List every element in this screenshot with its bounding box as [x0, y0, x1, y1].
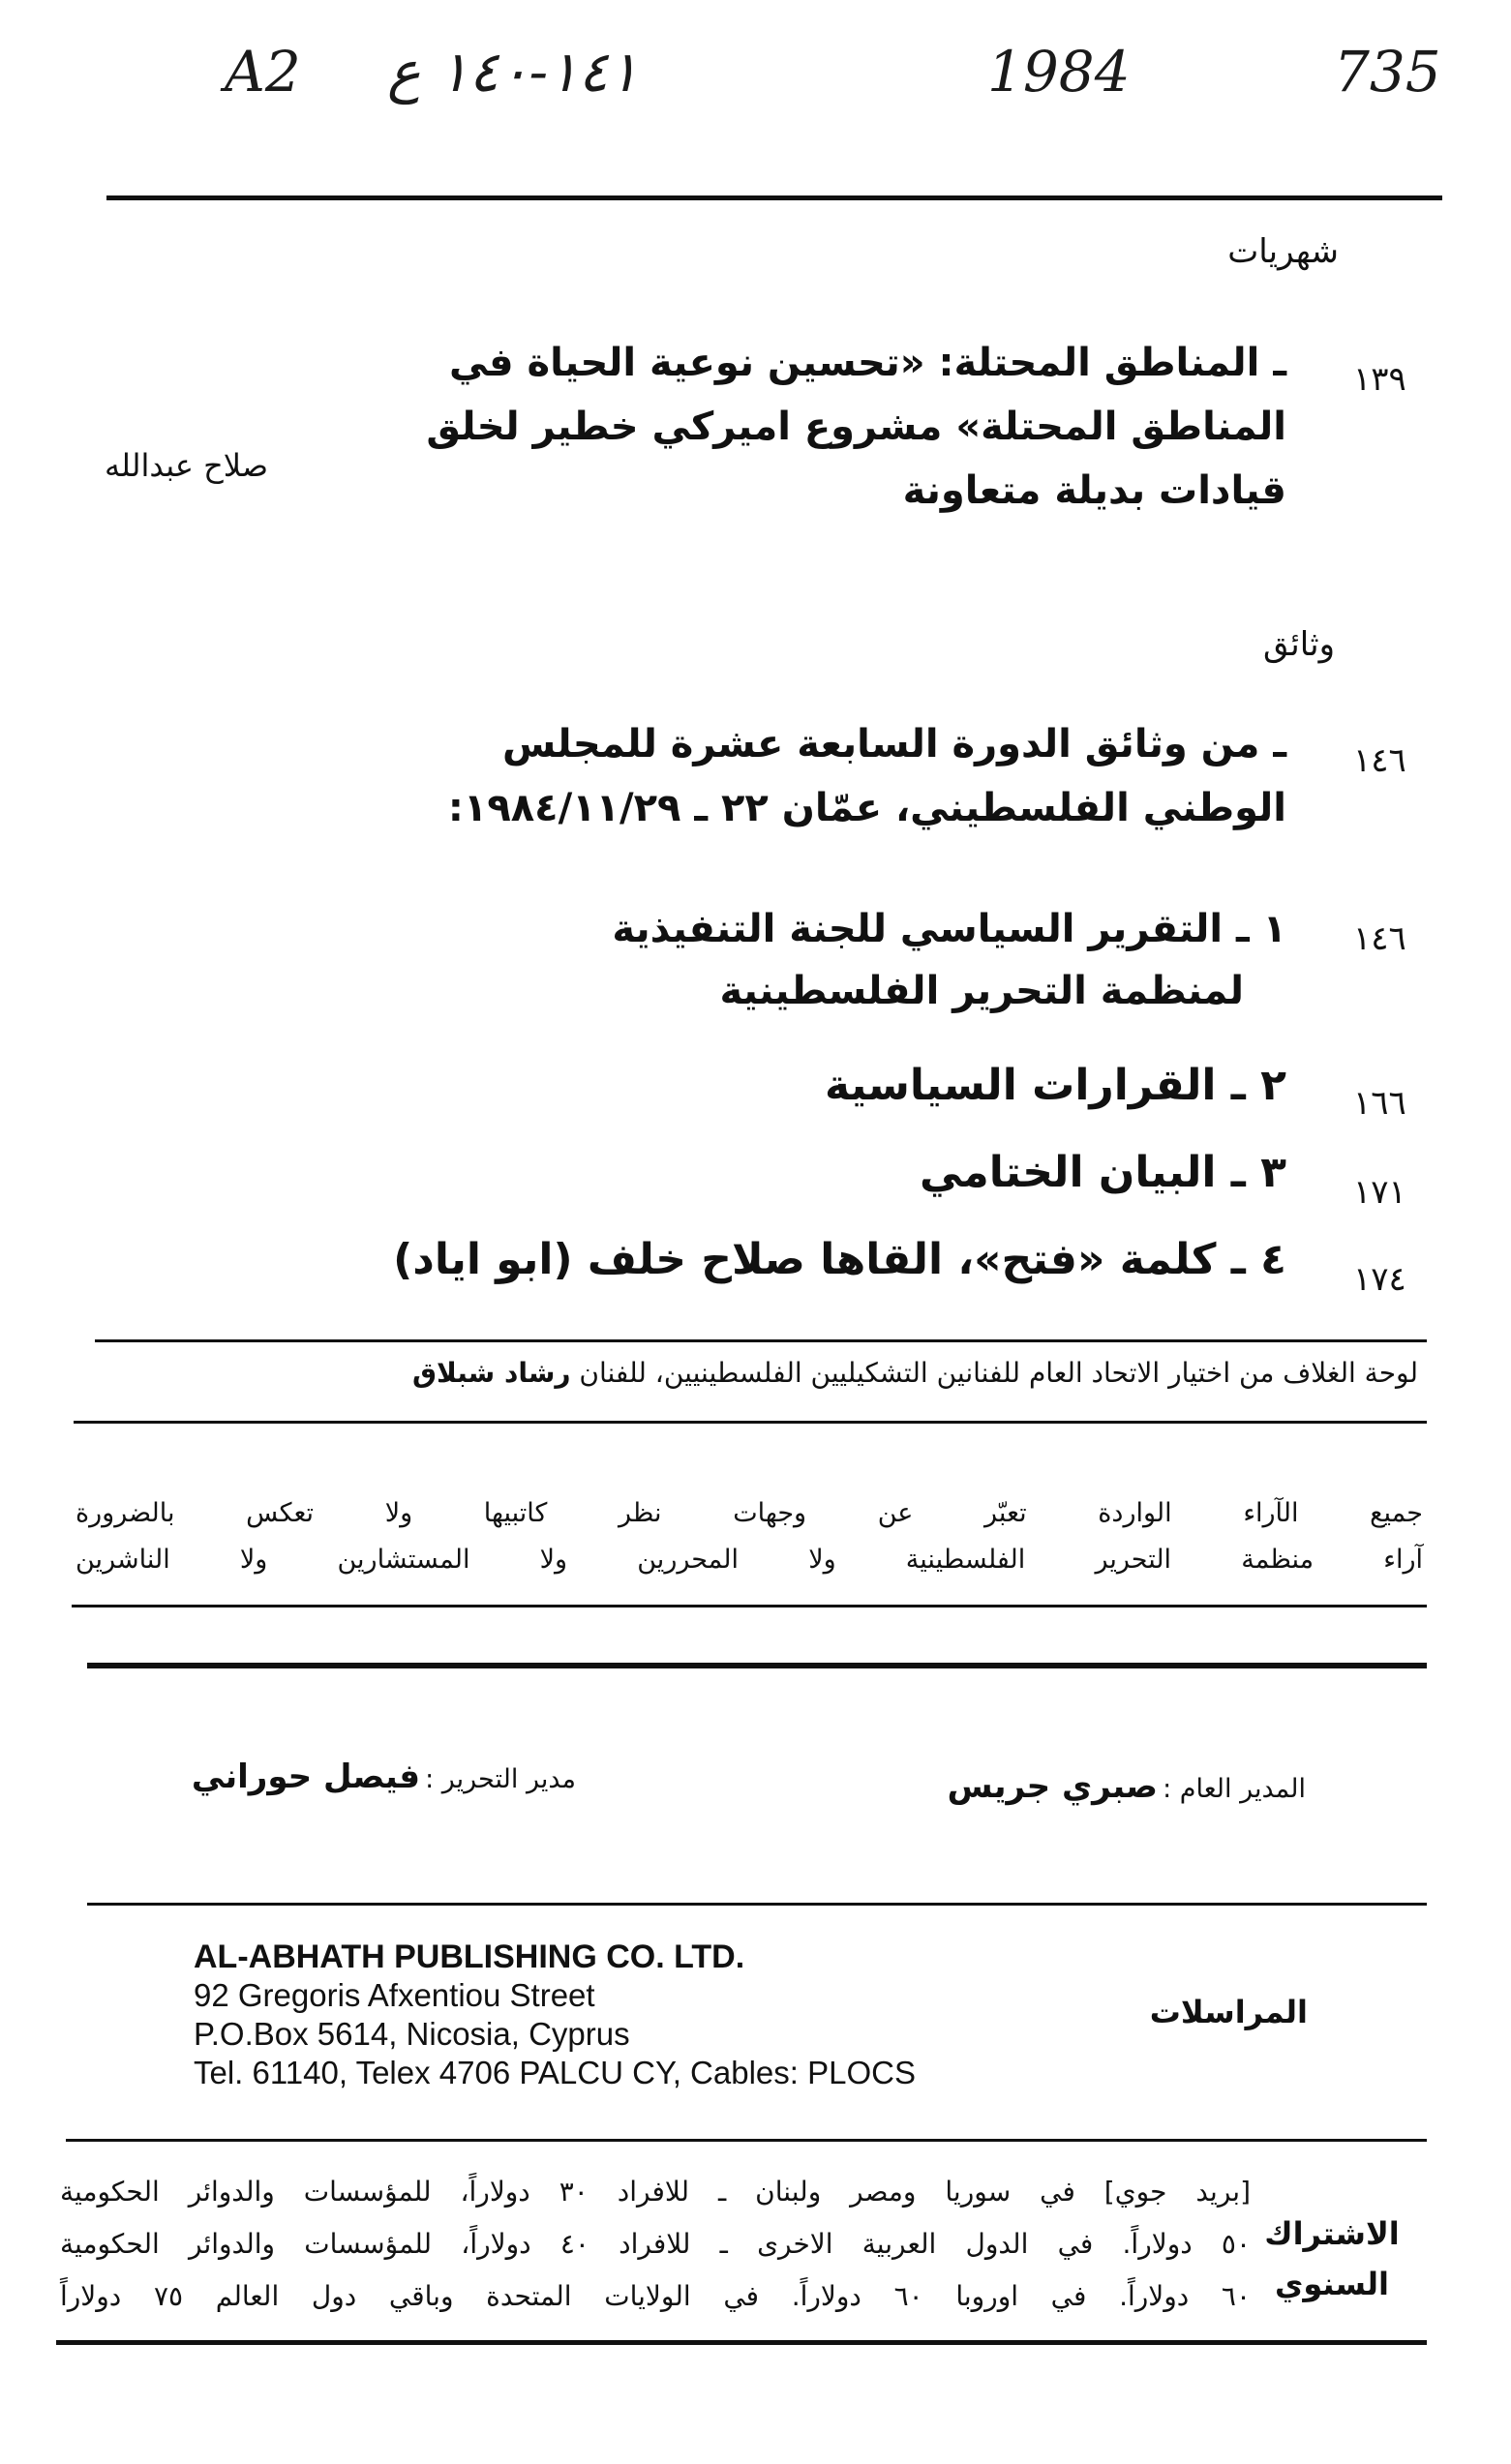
handwritten-year: 1984 [987, 39, 1131, 105]
disclaimer [76, 1490, 1423, 1583]
subscription-label-line: الاشتراك [1264, 2215, 1400, 2252]
item-3-title: ٣ ـ البيان الختامي [919, 1148, 1286, 1197]
correspondence-label: المراسلات [1149, 1994, 1308, 2030]
bottom-rule [56, 2340, 1427, 2345]
general-manager-name: صبري جريس [947, 1767, 1159, 1806]
item-1-title-line: لمنظمة التحرير الفلسطينية [719, 969, 1244, 1013]
cover-note [82, 1357, 1418, 1389]
subscription-label [1250, 2209, 1414, 2309]
subscription-label-line: السنوي [1275, 2266, 1389, 2302]
rule-after-correspondence [66, 2139, 1427, 2142]
cover-note-artist: رشاد شبلاق [411, 1357, 571, 1389]
editor-name: فيصل حوراني [191, 1758, 420, 1796]
item-4-number: ١٧٤ [1353, 1260, 1406, 1299]
subscription-rates [60, 2166, 1251, 2323]
general-manager [948, 1767, 1306, 1806]
item-1-title [415, 898, 1286, 1022]
handwritten-issues: ١٤١-١٤٠ ع [387, 39, 639, 105]
documents-main-title-line: الوطني الفلسطيني، عمّان ٢٢ ـ ١٩٨٤/١١/٢٩: [447, 786, 1286, 830]
documents-main-title-line: ـ من وثائق الدورة السابعة عشرة للمجلس [502, 722, 1286, 766]
company-name: AL-ABHATH PUBLISHING CO. LTD. [194, 1938, 745, 1975]
documents-heading: وثائق [1262, 625, 1335, 664]
top-rule [106, 195, 1442, 200]
subscription-line: ٦٠ دولاراً. في اوروبا ٦٠ دولاراً. في الولايات المتحدة وباقي دول العالم ٧٥ دولاراً [60, 2280, 1251, 2312]
address-line: 92 Gregoris Afxentiou Street [194, 1977, 595, 2013]
documents-main-number: ١٤٦ [1353, 741, 1406, 780]
cover-note-text: لوحة الغلاف من اختيار الاتحاد العام للفنانين التشكيليين الفلسطينيين، للفنان [579, 1357, 1418, 1389]
rule-after-disclaimer [72, 1605, 1427, 1608]
monthly-author: صلاح عبدالله [105, 447, 269, 484]
editor-label: مدير التحرير : [425, 1764, 576, 1794]
subscription-line: [بريد جوي] في سوريا ومصر ولبنان ـ للافراد ٣٠ دولاراً، للمؤسسات والدوائر الحكومية [60, 2176, 1251, 2208]
rule-after-staff [87, 1903, 1427, 1906]
disclaimer-line: آراء منظمة التحرير الفلسطينية ولا المحررين ولا المستشارين ولا الناشرين [76, 1545, 1423, 1575]
item-3-number: ١٧١ [1353, 1173, 1406, 1212]
item-1-title-line: ١ ـ التقرير السياسي للجنة التنفيذية [612, 907, 1286, 951]
address-line: Tel. 61140, Telex 4706 PALCU CY, Cables: PLOCS [194, 2055, 916, 2090]
monthly-title-line: ـ المناطق المحتلة: «تحسين نوعية الحياة في [448, 341, 1286, 385]
handwritten-code: A2 [225, 39, 301, 105]
monthly-page-number: ١٣٩ [1353, 360, 1406, 399]
general-manager-label: المدير العام : [1163, 1774, 1306, 1804]
documents-main-title [318, 712, 1286, 840]
item-4-title: ٤ ـ كلمة «فتح»، القاها صلاح خلف (ابو اياد) [393, 1235, 1286, 1284]
rule-heavy [87, 1663, 1427, 1668]
item-1-number: ١٤٦ [1353, 919, 1406, 958]
correspondence-address [194, 1938, 1162, 2092]
address-line: P.O.Box 5614, Nicosia, Cyprus [194, 2016, 630, 2052]
editor [192, 1758, 576, 1796]
rule-after-contents [95, 1339, 1427, 1342]
monthly-heading: شهريات [1227, 232, 1339, 271]
handwritten-page: 735 [1334, 39, 1441, 105]
subscription-line: ٥٠ دولاراً. في الدول العربية الاخرى ـ للافراد ٤٠ دولاراً، للمؤسسات والدوائر الحكومية [60, 2228, 1251, 2260]
rule-after-cover-note [74, 1421, 1427, 1424]
monthly-title-line: قيادات بديلة متعاونة [902, 468, 1286, 513]
monthly-title-line: المناطق المحتلة» مشروع اميركي خطير لخلق [426, 405, 1286, 449]
monthly-title [426, 331, 1286, 523]
item-2-number: ١٦٦ [1353, 1084, 1406, 1123]
item-2-title: ٢ ـ القرارات السياسية [825, 1061, 1286, 1110]
disclaimer-line: جميع الآراء الواردة تعبّر عن وجهات نظر كاتبيها ولا تعكس بالضرورة [76, 1498, 1423, 1528]
